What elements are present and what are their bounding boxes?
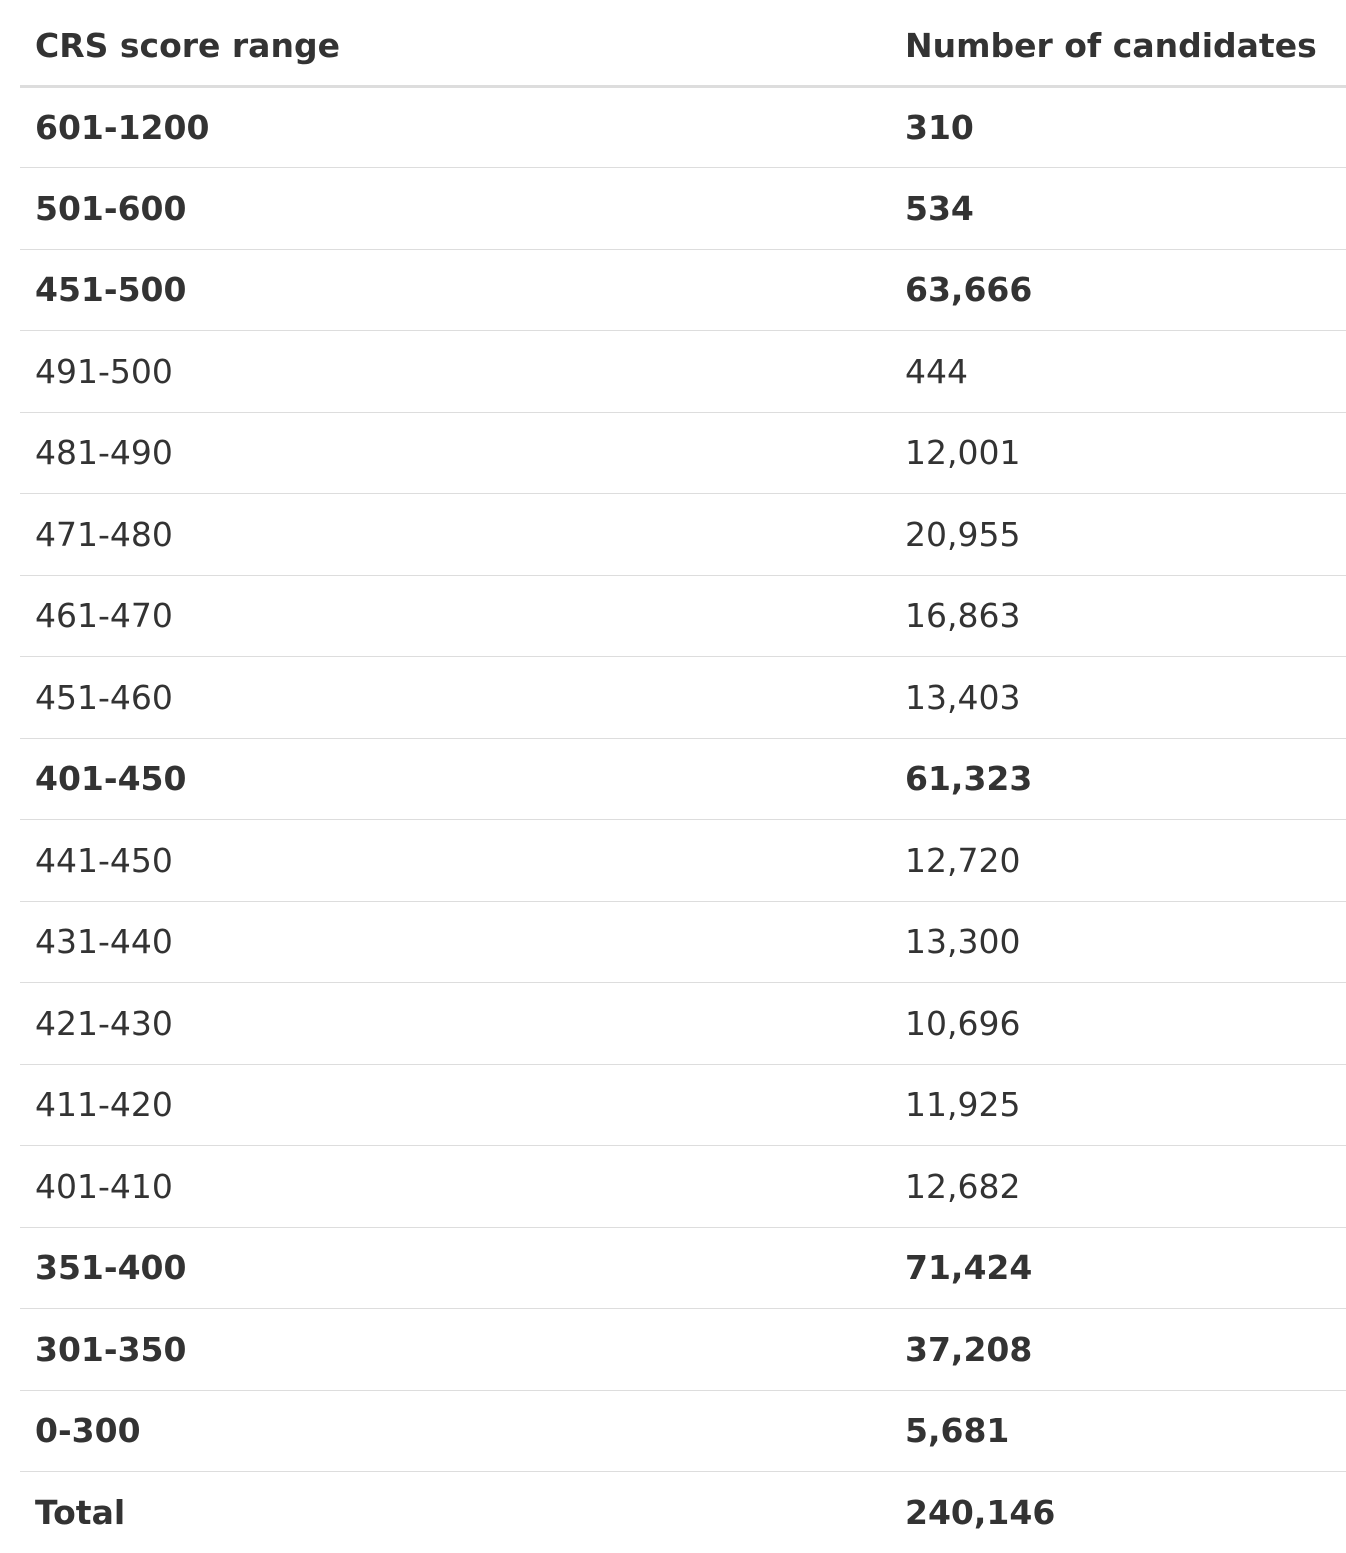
crs-distribution-table: [20, 0, 1346, 1553]
candidate-count-cell: 10,696: [890, 983, 1346, 1065]
header-crs-score-range: CRS score range: [20, 0, 890, 86]
crs-range-cell: 351-400: [20, 1227, 890, 1309]
table-row: [20, 331, 1346, 413]
table-row: [20, 249, 1346, 331]
header-row: [20, 0, 1346, 86]
table-row: [20, 575, 1346, 657]
crs-range-cell: 431-440: [20, 901, 890, 983]
candidate-count-cell: 63,666: [890, 249, 1346, 331]
table-row: [20, 901, 1346, 983]
candidate-count-cell: 16,863: [890, 575, 1346, 657]
candidate-count-cell: 310: [890, 86, 1346, 168]
crs-range-cell: 441-450: [20, 820, 890, 902]
crs-range-cell: 491-500: [20, 331, 890, 413]
candidate-count-cell: 5,681: [890, 1390, 1346, 1472]
table-row: [20, 412, 1346, 494]
table-row: [20, 1390, 1346, 1472]
table-row: [20, 657, 1346, 739]
table-row: [20, 168, 1346, 250]
header-number-of-candidates: Number of candidates: [890, 0, 1346, 86]
total-row: [20, 1472, 1346, 1553]
crs-range-cell: 471-480: [20, 494, 890, 576]
candidate-count-cell: 71,424: [890, 1227, 1346, 1309]
crs-range-cell: 0-300: [20, 1390, 890, 1472]
table-row: [20, 1227, 1346, 1309]
crs-distribution-table-container: [20, 0, 1346, 1553]
candidate-count-cell: 37,208: [890, 1309, 1346, 1391]
candidate-count-cell: 444: [890, 331, 1346, 413]
crs-range-cell: 401-450: [20, 738, 890, 820]
table-row: [20, 494, 1346, 576]
total-count-cell: 240,146: [890, 1472, 1346, 1553]
crs-range-cell: 301-350: [20, 1309, 890, 1391]
crs-range-cell: 411-420: [20, 1064, 890, 1146]
candidate-count-cell: 11,925: [890, 1064, 1346, 1146]
crs-range-cell: 421-430: [20, 983, 890, 1065]
table-row: [20, 1064, 1346, 1146]
candidate-count-cell: 12,720: [890, 820, 1346, 902]
candidate-count-cell: 20,955: [890, 494, 1346, 576]
crs-range-cell: 461-470: [20, 575, 890, 657]
crs-range-cell: 501-600: [20, 168, 890, 250]
table-row: [20, 983, 1346, 1065]
candidate-count-cell: 12,001: [890, 412, 1346, 494]
table-header: [20, 0, 1346, 86]
total-label-cell: Total: [20, 1472, 890, 1553]
table-body: [20, 86, 1346, 1553]
table-row: [20, 820, 1346, 902]
table-row: [20, 86, 1346, 168]
candidate-count-cell: 534: [890, 168, 1346, 250]
candidate-count-cell: 61,323: [890, 738, 1346, 820]
crs-range-cell: 481-490: [20, 412, 890, 494]
crs-range-cell: 451-460: [20, 657, 890, 739]
table-row: [20, 1146, 1346, 1228]
candidate-count-cell: 13,300: [890, 901, 1346, 983]
crs-range-cell: 451-500: [20, 249, 890, 331]
table-row: [20, 738, 1346, 820]
candidate-count-cell: 12,682: [890, 1146, 1346, 1228]
table-row: [20, 1309, 1346, 1391]
crs-range-cell: 401-410: [20, 1146, 890, 1228]
candidate-count-cell: 13,403: [890, 657, 1346, 739]
crs-range-cell: 601-1200: [20, 86, 890, 168]
